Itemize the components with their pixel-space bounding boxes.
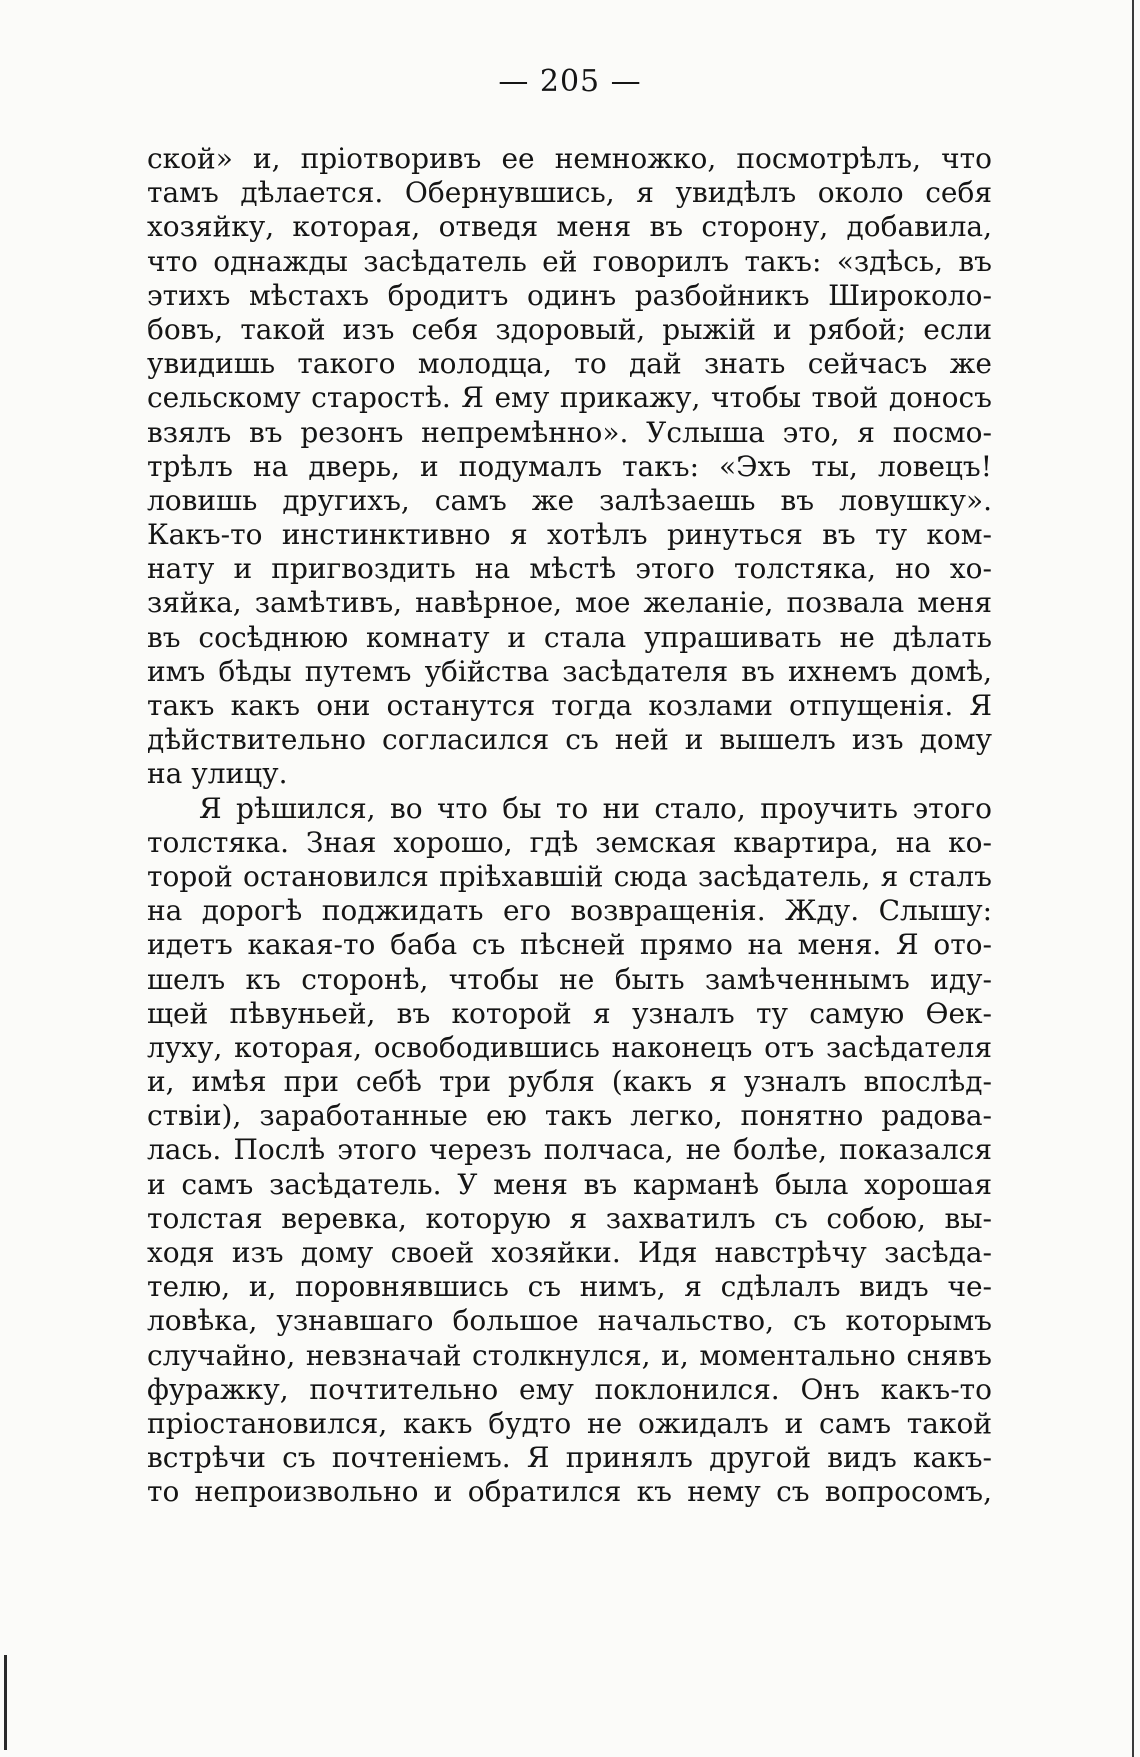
text-line: хозяйку, которая, отведя меня въ сторону, добавила, (147, 210, 992, 244)
text-line: и самъ засѣдатель. У меня въ карманѣ была хорошая (147, 1167, 992, 1201)
text-line: зяйка, замѣтивъ, навѣрное, мое желаніе, позвала меня (147, 586, 992, 620)
text-line: ствіи), заработанные ею такъ легко, понятно радова- (147, 1099, 992, 1133)
text-line: трѣлъ на дверь, и подумалъ такъ: «Эхъ ты, ловецъ! (147, 449, 992, 483)
text-line: Какъ-то инстинктивно я хотѣлъ ринуться въ ту ком- (147, 518, 992, 552)
text-line: ской» и, пріотворивъ ее немножко, посмотрѣлъ, что (147, 142, 992, 175)
text-line: пріостановился, какъ будто не ожидалъ и самъ такой (147, 1406, 992, 1440)
text-line: взялъ въ резонъ непремѣнно». Услыша это, я посмо- (147, 415, 992, 449)
text-line: бовъ, такой изъ себя здоровый, рыжій и рябой; если (147, 312, 992, 346)
text-line: имъ бѣды путемъ убійства засѣдателя въ ихнемъ домѣ, (147, 654, 992, 688)
text-line: ходя изъ дому своей хозяйки. Идя навстрѣчу засѣда- (147, 1236, 992, 1269)
text-line: щей пѣвуньей, въ которой я узналъ ту самую Ѳек- (147, 996, 992, 1030)
text-line: идетъ какая-то баба съ пѣсней прямо на меня. Я ото- (147, 928, 992, 962)
text-line: ловѣка, узнавшаго большое начальство, съ которымъ (147, 1304, 992, 1338)
text-line: луху, которая, освободившись наконецъ отъ засѣдателя (147, 1030, 992, 1064)
text-line: встрѣчи съ почтеніемъ. Я принялъ другой видъ какъ- (147, 1441, 992, 1475)
text-line: что однажды засѣдатель ей говорилъ такъ: «здѣсь, въ (147, 244, 992, 278)
text-line: и, имѣя при себѣ три рубля (какъ я узналъ впослѣд- (147, 1065, 992, 1099)
text-line: дѣйствительно согласился съ ней и вышелъ изъ дому (147, 723, 992, 757)
text-line: телю, и, поровнявшись съ нимъ, я сдѣлалъ видъ че- (147, 1270, 992, 1304)
text-line: этихъ мѣстахъ бродитъ одинъ разбойникъ Широколо- (147, 278, 992, 312)
text-line: ловишь другихъ, самъ же залѣзаешь въ ловушку». (147, 483, 992, 517)
text-line: на дорогѣ поджидать его возвращенія. Жду. Слышу: (147, 894, 992, 928)
text-line: торой остановился пріѣхавшій сюда засѣдатель, я сталъ (147, 859, 992, 893)
text-line: въ сосѣднюю комнату и стала упрашивать не дѣлать (147, 620, 992, 654)
text-line: тамъ дѣлается. Обернувшись, я увидѣлъ около себя (147, 176, 992, 210)
text-line: нату и пригвоздить на мѣстѣ этого толстяка, но хо- (147, 552, 992, 586)
margin-mark (4, 1655, 7, 1750)
text-line: фуражку, почтительно ему поклонился. Онъ какъ-то (147, 1372, 992, 1406)
paragraph-end-line: на улицу. (147, 757, 288, 791)
text-line: случайно, невзначай столкнулся, и, моментально снявъ (147, 1338, 992, 1372)
page-edge-line (1132, 0, 1134, 1757)
text-line: толстяка. Зная хорошо, гдѣ земская квартира, на ко- (147, 825, 992, 859)
text-line: то непроизвольно и обратился къ нему съ вопросомъ, (147, 1475, 992, 1509)
page-number: — 205 — (498, 64, 642, 99)
text-line: шелъ къ сторонѣ, чтобы не быть замѣченнымъ иду- (147, 962, 992, 996)
text-line: сельскому старостѣ. Я ему прикажу, чтобы твой доносъ (147, 381, 992, 415)
paragraph-start-line: Я рѣшился, во что бы то ни стало, проучить этого (199, 791, 992, 825)
text-line: увидишь такого молодца, то дай знать сейчасъ же (147, 347, 992, 381)
text-line: такъ какъ они останутся тогда козлами отпущенія. Я (147, 689, 992, 722)
body-text (147, 142, 992, 1510)
text-line: толстая веревка, которую я захватилъ съ собою, вы- (147, 1201, 992, 1235)
text-line: лась. Послѣ этого черезъ полчаса, не болѣе, показался (147, 1133, 992, 1167)
